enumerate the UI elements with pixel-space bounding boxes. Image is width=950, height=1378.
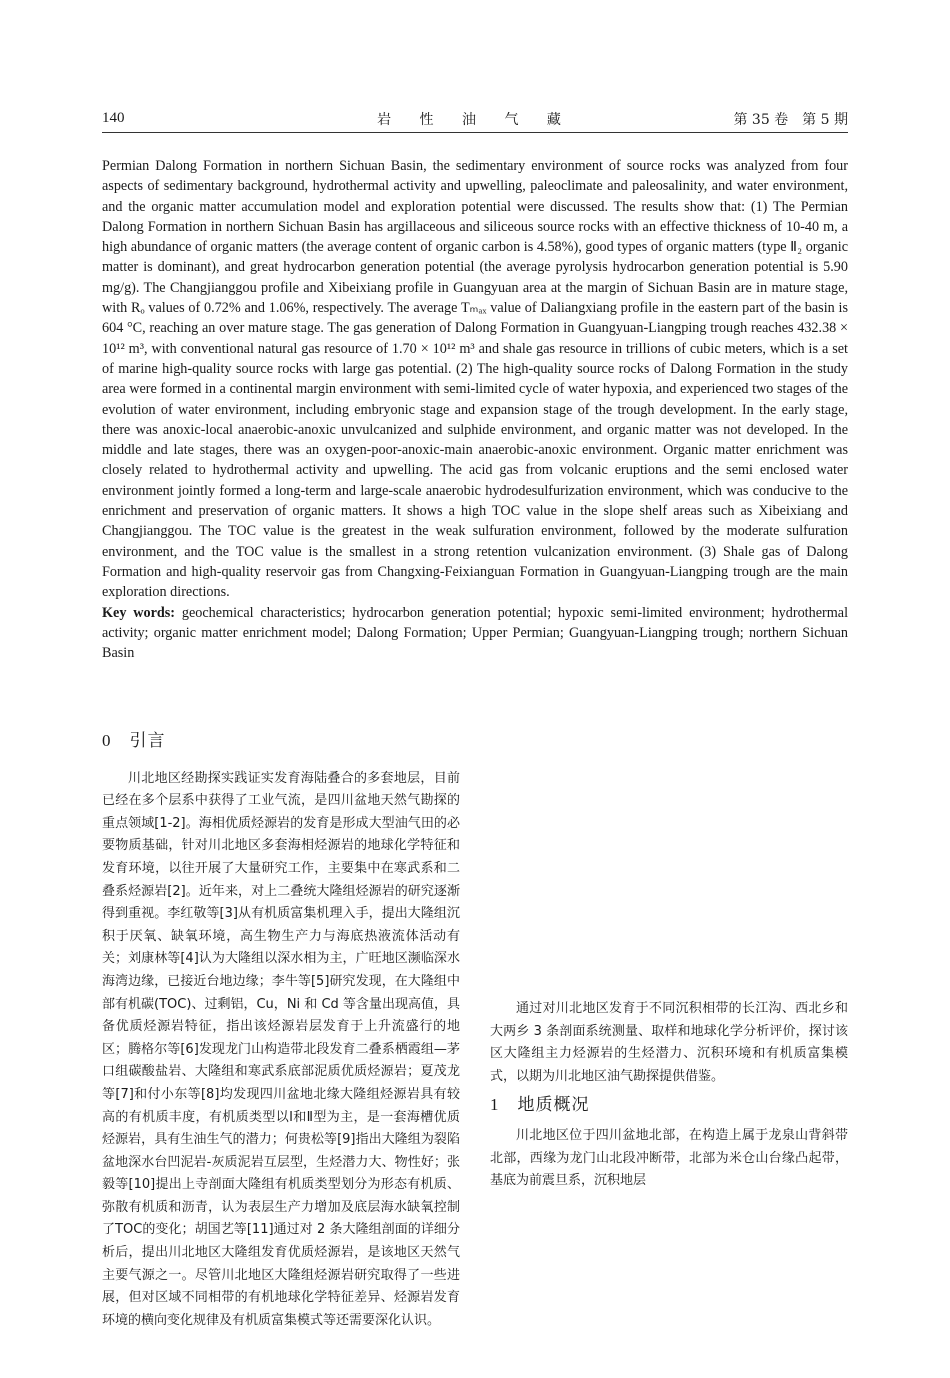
- keywords-line: [102, 603, 848, 664]
- intro-paragraph-1: 川北地区经勘探实践证实发育海陆叠合的多套地层，目前已经在多个层系中获得了工业气流，是四川盆地天然气勘探的重点领域[1-2]。海相优质烃源岩的发育是形成大型油气田的必要物质基础，针对川北地区多套海相烃源岩的地球化学特征和发育环境，以往开展了大量研究工作，主要集中在寒武系和二叠系烃源岩[2]。近年来，对上二叠统大隆组烃源岩的研究逐渐得到重视。李红敬等[3]从有机质富集机理入手，提出大隆组沉积于厌氧、缺氧环境，高生物生产力与海底热液流体活动有关；刘康林等[4]认为大隆组以深水相为主，广旺地区濒临深水海湾边缘，已接近台地边缘；李牛等[5]研究发现，在大隆组中部有机碳(TOC)、过剩铝，Cu，Ni 和 Cd 等含量出现高值，具备优质烃源岩特征，指出该烃源岩层发育于上升流盛行的地区；腾格尔等[6]发现龙门山构造带北段发育二叠系栖霞组—茅口组碳酸盐岩、大隆组和寒武系底部泥质优质烃源岩；夏茂龙等[7]和付小东等[8]均发现四川盆地北缘大隆组烃源岩具有较高的有机质丰度，有机质类型以Ⅰ和Ⅱ型为主，是一套海槽优质烃源岩，具有生油生气的潜力；何贵松等[9]指出大隆组为裂陷盆地深水台凹泥岩-灰质泥岩互层型，生烃潜力大、物性好；张毅等[10]提出上寺剖面大隆组有机质类型划分为形态有机质、弥散有机质和沥青，认为表层生产力增加及底层海水缺氧控制了TOC的变化；胡国艺等[11]通过对 2 条大隆组剖面的详细分析后，提出川北地区大隆组发育优质烃源岩，是该地区天然气主要气源之一。尽管川北地区大隆组烃源岩研究取得了一些进展，但对区域不同相带的有机地球化学特征差异、烃源岩发育环境的横向变化规律及有机质富集模式等还需要深化认识。: [102, 770, 460, 1328]
- section-0-heading: [102, 730, 460, 753]
- abstract-text: Permian Dalong Formation in northern Sichuan Basin, the sedimentary environment of source rocks was analyzed from four aspects of sedimentary background, hydrothermal activity and upwelling, paleoclimate and paleosalinity, and water environment, and the organic matter accumulation model and exploration potential were discussed. The results show that: (1) The Permian Dalong Formation in northern Sichuan Basin has argillaceous and siliceous source rocks with an effective thickness of 10-40 m, a high abundance of organic matters (the average content of organic carbon is 4.58%), good types of organic matters (type Ⅱ₂ organic matter is dominant), and great hydrocarbon generation potential (the average pyrolysis hydrocarbon generation potential is 5.90 mg/g). The Changjianggou profile and Xibeixiang profile in Guangyuan area at the margin of Sichuan Basin are in mature stage, with Rₒ values of 0.72% and 1.06%, respectively. The average Tₘₐₓ value of Daliangxiang profile in the eastern part of the basin is 604 °C, reaching an over mature stage. The gas generation of Dalong Formation in Guangyuan-Liangping trough reaches 432.38 × 10¹² m³, with conventional natural gas resource of 1.70 × 10¹² m³ and shale gas resource in trillions of cubic meters, which is a set of marine high-quality source rocks with large gas potential. (2) The high-quality source rocks of Dalong Formation in the study area were formed in a continental margin environment with semi-limited cycle of water hypoxia, and experienced two stages of the evolution of water environment, including embryonic stage and expansion stage of the trough development. In the early stage, there was anoxic-local anaerobic-anoxic unvulcanized and sulphide environment, and organic matter was not developed. In the middle and late stages, there was an oxygen-poor-anoxic-main anaerobic-anoxic environment. Organic matter enrichment was closely related to hydrothermal activity and upwelling. The acid gas from volcanic eruptions and the semi enclosed water environment jointly formed a long-term and large-scale anaerobic hydrodesulfurization environment, which was conducive to the enrichment and preservation of organic matters. It shows a high TOC value in the slope shelf areas such as Xibeixiang and Changjianggou. The TOC value is the greatest in the weak sulfuration environment, followed by the moderate sulfuration environment, and the TOC value is the smallest in a strong retention vulcanization environment. (3) Shale gas of Dalong Formation and high-quality reservoir gas from Changxing-Feixianguan Formation in Guangyuan-Liangping trough are the main exploration directions.: [102, 158, 848, 601]
- section-1-heading: [490, 1094, 848, 1117]
- journal-name: 岩 性 油 气 藏: [377, 112, 573, 128]
- right-column: [490, 734, 848, 1193]
- section-title: 引言: [129, 731, 166, 751]
- intro-paragraph-1-continued: [490, 734, 848, 982]
- section-number: 0: [102, 731, 112, 750]
- keywords-label: Key words:: [102, 604, 176, 621]
- section-title: 地质概况: [517, 1095, 590, 1116]
- intro-paragraph-2: 通过对川北地区发育于不同沉积相带的长江沟、西北乡和大两乡 3 条剖面系统测量、取样和地球化学分析评价，探讨该区大隆组主力烃源岩的生烃潜力、沉积环境和有机质富集模式，以期为川北地区油气勘探提供借鉴。: [490, 1001, 848, 1084]
- geology-paragraph-1: 川北地区位于四川盆地北部，在构造上属于龙泉山背斜带北部，西缘为龙门山北段冲断带，北部为米仓山台缘凸起带，基底为前震旦系，沉积地层: [490, 1127, 848, 1189]
- running-header: [102, 106, 848, 133]
- keywords-text: geochemical characteristics; hydrocarbon generation potential; hypoxic semi-limited environment; hydrothermal activity; organic matter enrichment model; Dalong Formation; Upper Permian; Guangyuan-Liangping trough; northern Sichuan Basin: [102, 604, 849, 662]
- section-number: 1: [490, 1095, 500, 1115]
- english-abstract: [102, 156, 848, 663]
- page-number: 140: [102, 110, 125, 126]
- left-column: [102, 730, 460, 1378]
- volume-issue: 第 35 卷 第 5 期: [733, 112, 848, 128]
